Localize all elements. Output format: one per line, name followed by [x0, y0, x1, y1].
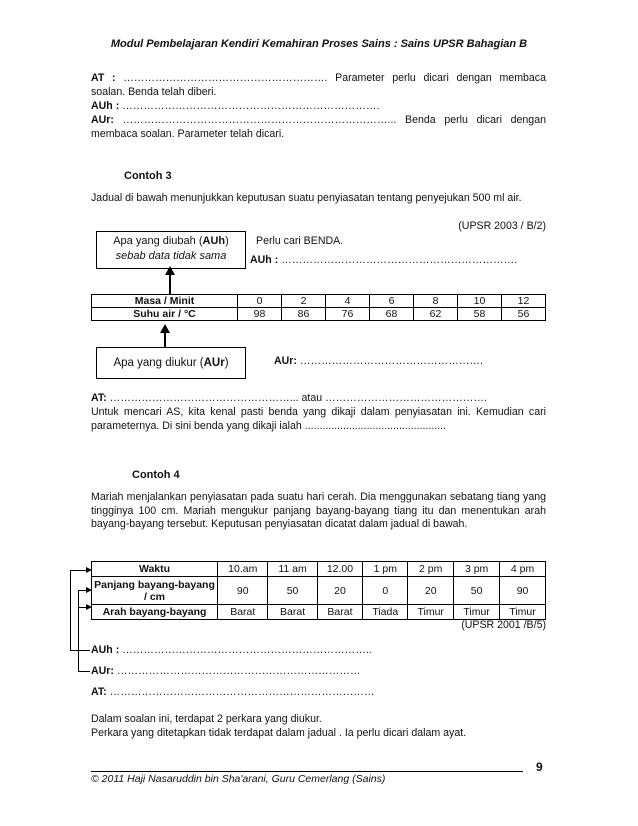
box-aur-bold: AUr — [203, 357, 225, 369]
connector-aur-vertical — [78, 590, 79, 671]
table-cell: Barat — [218, 605, 268, 620]
contoh4-auh-dots: …………………………………………………………….. — [119, 644, 372, 656]
box-auh-bold: AUh — [202, 235, 226, 247]
contoh4-at-dots: ………………………………………………………………… — [106, 686, 375, 698]
table-cell: 50 — [454, 577, 500, 605]
contoh3-at — [91, 392, 546, 406]
intro-auh-dots: ………………………………………………………………. — [119, 100, 380, 112]
contoh4-auh-label: AUh : — [91, 644, 120, 656]
intro-at-label: AT : — [91, 72, 116, 84]
footer-rule — [91, 771, 523, 772]
table-cell: 2 pm — [408, 562, 454, 577]
table-cell: Barat — [268, 605, 317, 620]
box-auh-line2: sebab data tidak sama — [115, 250, 227, 262]
table-waktu — [91, 561, 546, 620]
table-cell: 20 — [408, 577, 454, 605]
contoh3-title: Contoh 3 — [124, 170, 172, 182]
connector-auh-bottom — [70, 650, 90, 651]
contoh3-at-rest: ……………………………………………... atau ………………………………………. — [106, 392, 487, 404]
intro-auh — [91, 100, 546, 114]
table-cell: Suhu air / °C — [92, 308, 238, 321]
table-cell: 20 — [317, 577, 363, 605]
table-cell: Tiada — [363, 605, 408, 620]
table-cell: 10 — [458, 295, 502, 308]
table-cell: 68 — [370, 308, 414, 321]
intro-at — [91, 72, 546, 99]
contoh3-auh-dots: …………………………………………………………. — [278, 254, 518, 266]
contoh4-at — [91, 686, 375, 698]
table-cell: 4 — [326, 295, 370, 308]
intro-aur-rest: Benda perlu dicari dengan membaca soalan. Parameter telah dicari. — [91, 114, 546, 140]
contoh3-aur-dots: ……………………………………………. — [296, 355, 483, 367]
table-row — [92, 308, 546, 321]
box-auh-line1 — [97, 234, 245, 249]
box-auh-text-a: Apa yang diubah ( — [113, 235, 203, 247]
box-auh — [96, 231, 246, 269]
contoh3-para: Jadual di bawah menunjukkan keputusan suatu penyiasatan tentang penyejukan 500 ml air. — [91, 192, 522, 204]
arrow-auh-shaft — [169, 274, 171, 294]
table-cell: Panjang bayang-bayang / cm — [92, 577, 218, 605]
intro-auh-label: AUh : — [91, 100, 120, 112]
arrow-aur-shaft — [164, 331, 166, 347]
table-cell: 76 — [326, 308, 370, 321]
page-number: 9 — [536, 760, 543, 774]
table-cell: 12 — [502, 295, 546, 308]
table-cell: 8 — [414, 295, 458, 308]
table-cell: 2 — [282, 295, 326, 308]
table-cell: 1 pm — [363, 562, 408, 577]
table-row — [92, 577, 546, 605]
box-auh-text-c: ) — [225, 235, 229, 247]
arrow-auh-head — [165, 266, 175, 275]
intro-at-rest: Parameter perlu dicari dengan membaca soalan. Benda telah diberi. — [91, 72, 546, 98]
page-header: Modul Pembelajaran Kendiri Kemahiran Proses Sains : Sains UPSR Bahagian B — [110, 38, 528, 50]
contoh3-para2: Untuk mencari AS, kita kenal pasti benda yang dikaji dalam penyiasatan ini. Kemudian cari parameternya. Di sini benda yang dikaji ialah ................................................ — [91, 406, 546, 432]
contoh4-at-label: AT: — [91, 686, 107, 698]
intro-aur-label: AUr: — [91, 114, 114, 126]
table-cell: 90 — [218, 577, 268, 605]
contoh4-auh — [91, 644, 372, 656]
table-cell: 90 — [500, 577, 546, 605]
intro-aur — [91, 114, 546, 141]
table-cell: 12.00 — [317, 562, 363, 577]
table-cell: 86 — [282, 308, 326, 321]
table-row — [92, 295, 546, 308]
table-cell: 10.am — [218, 562, 268, 577]
connector-aur-arrow1 — [86, 587, 92, 593]
contoh3-at-label: AT: — [91, 392, 107, 404]
table-row — [92, 605, 546, 620]
contoh4-closing1: Dalam soalan ini, terdapat 2 perkara yang diukur. — [91, 713, 322, 725]
contoh3-aur — [274, 355, 483, 367]
box-aur-text-a: Apa yang diukur ( — [113, 357, 204, 369]
table-cell: 98 — [238, 308, 282, 321]
table-cell: 6 — [370, 295, 414, 308]
contoh4-aur — [91, 665, 361, 677]
contoh3-source: (UPSR 2003 / B/2) — [458, 220, 546, 232]
table-cell: 3 pm — [454, 562, 500, 577]
box-aur-text-c: ) — [224, 357, 229, 369]
table-cell: 4 pm — [500, 562, 546, 577]
connector-auh-vertical — [70, 570, 71, 650]
table-cell: 11 am — [268, 562, 317, 577]
contoh4-closing2: Perkara yang ditetapkan tidak terdapat dalam jadual . Ia perlu dicari dalam ayat. — [91, 727, 467, 739]
contoh3-auh — [250, 254, 517, 266]
intro-at-dots: …………………………………………………. — [115, 72, 328, 84]
table-cell: Waktu — [92, 562, 218, 577]
table-cell: 56 — [502, 308, 546, 321]
connector-auh-arrow — [86, 567, 92, 573]
table-cell: 50 — [268, 577, 317, 605]
intro-aur-dots: …………………………………………………………………... — [113, 114, 397, 126]
table-masa-suhu — [91, 294, 546, 321]
table-row — [92, 562, 546, 577]
table-cell: Barat — [317, 605, 363, 620]
contoh3-perlu: Perlu cari BENDA. — [256, 235, 344, 247]
table-cell: 0 — [238, 295, 282, 308]
table-cell: Timur — [454, 605, 500, 620]
arrow-aur-head — [160, 324, 170, 333]
connector-aur-bottom — [78, 671, 90, 672]
contoh3-aur-label: AUr: — [274, 355, 297, 367]
table-cell: Masa / Minit — [92, 295, 238, 308]
contoh4-source: (UPSR 2001 /B/5) — [461, 619, 546, 631]
table-cell: 58 — [458, 308, 502, 321]
table-cell: Arah bayang-bayang — [92, 605, 218, 620]
table-cell: 62 — [414, 308, 458, 321]
box-aur — [96, 347, 246, 379]
contoh3-auh-label: AUh : — [250, 254, 279, 266]
table-cell: Timur — [408, 605, 454, 620]
contoh4-title: Contoh 4 — [132, 469, 180, 481]
contoh4-aur-label: AUr: — [91, 665, 114, 677]
table-cell: Timur — [500, 605, 546, 620]
contoh4-para: Mariah menjalankan penyiasatan pada suatu hari cerah. Dia menggunakan sebatang tiang yang tingginya 100 cm. Mariah mengukur panjang bayang-bayang tiang itu dan menentukan arah bayang-bayang tersebut. Keputusan penyiasatan dicatat dalam jadual di bawah. — [91, 491, 546, 531]
footer-copyright: © 2011 Haji Nasaruddin bin Sha'arani, Guru Cemerlang (Sains) — [91, 773, 386, 785]
connector-aur-arrow2 — [86, 604, 92, 610]
table-cell: 0 — [363, 577, 408, 605]
contoh4-aur-dots: …………………………………………………………… — [113, 665, 361, 677]
